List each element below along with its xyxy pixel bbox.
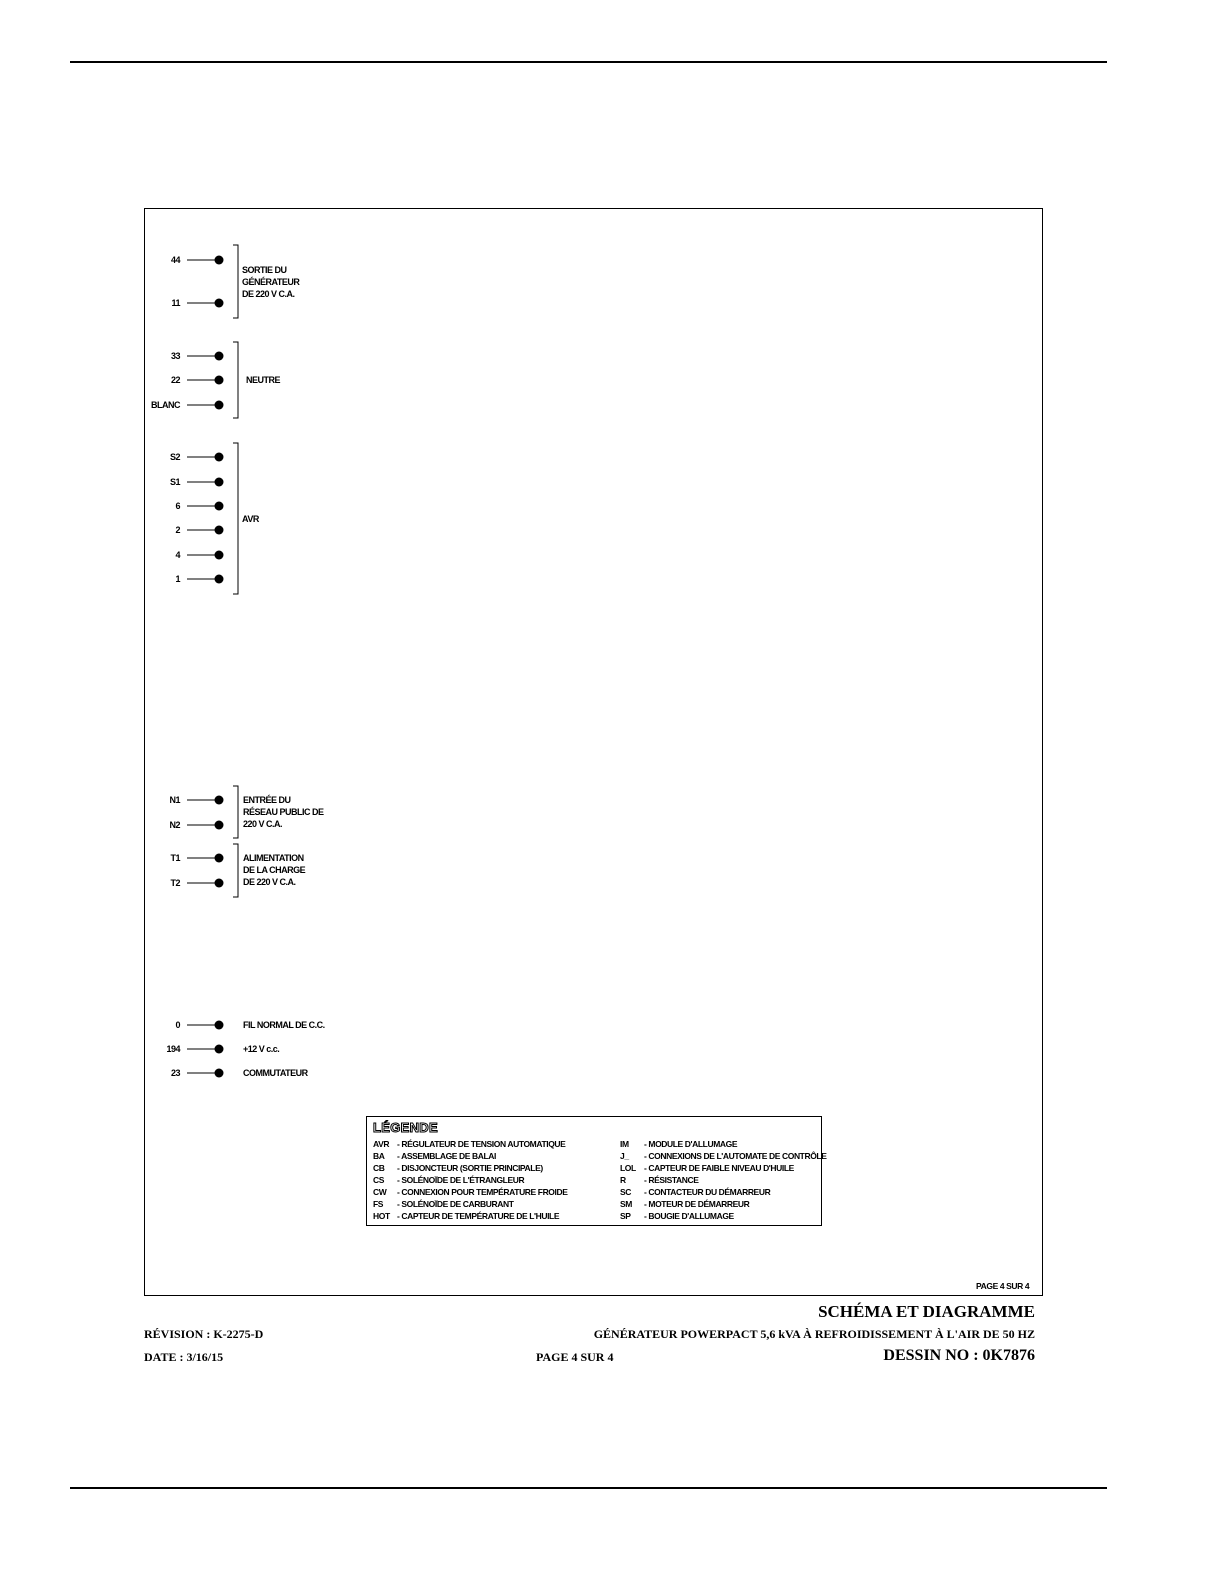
terminal-label: N1 [169, 795, 180, 805]
group-label: AVR [242, 514, 259, 524]
terminal-label: 194 [166, 1044, 180, 1054]
drawing-subtitle: GÉNÉRATEUR POWERPACT 5,6 kVA À REFROIDISSEMENT À L'AIR DE 50 HZ [593, 1327, 1035, 1341]
terminal-label: 0 [175, 1020, 180, 1030]
terminal-label: 22 [170, 375, 180, 385]
terminal-label: T1 [170, 853, 180, 863]
terminal-label: 11 [171, 298, 180, 308]
legend-description: - SOLÉNOÏDE DE CARBURANT [397, 1199, 514, 1209]
legend-code: AVR [373, 1139, 390, 1149]
terminal-description: FIL NORMAL DE C.C. [243, 1020, 325, 1030]
terminal-label: 44 [170, 255, 180, 265]
legend-row [620, 1186, 826, 1198]
legend-code: HOT [373, 1211, 390, 1221]
drawing-number: DESSIN NO : 0K7876 [883, 1347, 1035, 1364]
legend-code: SC [620, 1187, 632, 1197]
group-label: ENTRÉE DU [243, 795, 291, 805]
legend-description: - CONTACTEUR DU DÉMARREUR [644, 1187, 771, 1197]
legend-row [620, 1210, 826, 1222]
group-label: GÉNÉRATEUR [242, 277, 300, 287]
group-label: 220 V C.A. [243, 819, 283, 829]
legend-code: IM [620, 1139, 629, 1149]
legend-description: - SOLÉNOÏDE DE L'ÉTRANGLEUR [397, 1175, 525, 1185]
terminal-description: COMMUTATEUR [243, 1068, 308, 1078]
legend-row [373, 1138, 568, 1150]
legend-box [366, 1116, 827, 1226]
frame-page-number: PAGE 4 SUR 4 [976, 1281, 1030, 1291]
legend-description: - BOUGIE D'ALLUMAGE [644, 1211, 734, 1221]
legend-row [620, 1174, 826, 1186]
terminal-label: 1 [175, 574, 180, 584]
group-label: DE 220 V C.A. [243, 877, 296, 887]
legend-description: - RÉGULATEUR DE TENSION AUTOMATIQUE [397, 1139, 566, 1149]
legend-right-column [620, 1138, 826, 1222]
page-number: PAGE 4 SUR 4 [536, 1350, 614, 1364]
terminal-label: 2 [175, 525, 180, 535]
group-label: ALIMENTATION [243, 853, 304, 863]
drawing-title: SCHÉMA ET DIAGRAMME [818, 1302, 1035, 1321]
legend-row [620, 1138, 826, 1150]
group-label: SORTIE DU [242, 265, 287, 275]
legend-code: SM [620, 1199, 632, 1209]
legend-row [373, 1210, 568, 1222]
group-label: DE LA CHARGE [243, 865, 306, 875]
legend-description: - MOTEUR DE DÉMARREUR [644, 1199, 750, 1209]
terminal-label: T2 [170, 878, 180, 888]
terminal-label: BLANC [151, 400, 180, 410]
legend-description: - CAPTEUR DE TEMPÉRATURE DE L'HUILE [397, 1211, 560, 1221]
legend-title: LÉGENDE [373, 1120, 438, 1135]
legend-code: J_ [620, 1151, 629, 1161]
legend-code: SP [620, 1211, 631, 1221]
terminal-label: N2 [169, 820, 180, 830]
terminal-label: 6 [175, 501, 180, 511]
legend-row [620, 1150, 826, 1162]
legend-row [620, 1162, 826, 1174]
legend-code: FS [373, 1199, 384, 1209]
legend-description: - CONNEXION POUR TEMPÉRATURE FROIDE [397, 1187, 568, 1197]
legend-row [373, 1174, 568, 1186]
legend-row [373, 1150, 568, 1162]
legend-row [373, 1198, 568, 1210]
group-label: DE 220 V C.A. [242, 289, 295, 299]
revision: RÉVISION : K-2275-D [144, 1327, 264, 1341]
legend-code: CS [373, 1175, 385, 1185]
terminal-label: 33 [170, 351, 180, 361]
terminal-label: 23 [170, 1068, 180, 1078]
legend-code: CB [373, 1163, 385, 1173]
group-label: NEUTRE [246, 375, 281, 385]
terminal-label: S2 [169, 452, 180, 462]
legend-description: - RÉSISTANCE [644, 1175, 699, 1185]
legend-code: R [620, 1175, 626, 1185]
legend-description: - CONNEXIONS DE L'AUTOMATE DE CONTRÔLE [644, 1151, 827, 1161]
terminal-label: 4 [175, 550, 180, 560]
legend-row [373, 1186, 568, 1198]
bottom-rule [70, 1487, 1107, 1489]
legend-description: - CAPTEUR DE FAIBLE NIVEAU D'HUILE [644, 1163, 794, 1173]
legend-left-column [373, 1138, 568, 1222]
terminal-label: S1 [169, 477, 180, 487]
legend-description: - DISJONCTEUR (SORTIE PRINCIPALE) [397, 1163, 543, 1173]
legend-code: CW [373, 1187, 387, 1197]
group-label: RÉSEAU PUBLIC DE [243, 807, 324, 817]
legend-code: BA [373, 1151, 385, 1161]
legend-description: - MODULE D'ALLUMAGE [644, 1139, 738, 1149]
legend-description: - ASSEMBLAGE DE BALAI [397, 1151, 496, 1161]
legend-code: LOL [620, 1163, 636, 1173]
date: DATE : 3/16/15 [144, 1350, 224, 1364]
terminal-description: +12 V c.c. [243, 1044, 280, 1054]
legend-row [373, 1162, 568, 1174]
legend-row [620, 1198, 826, 1210]
